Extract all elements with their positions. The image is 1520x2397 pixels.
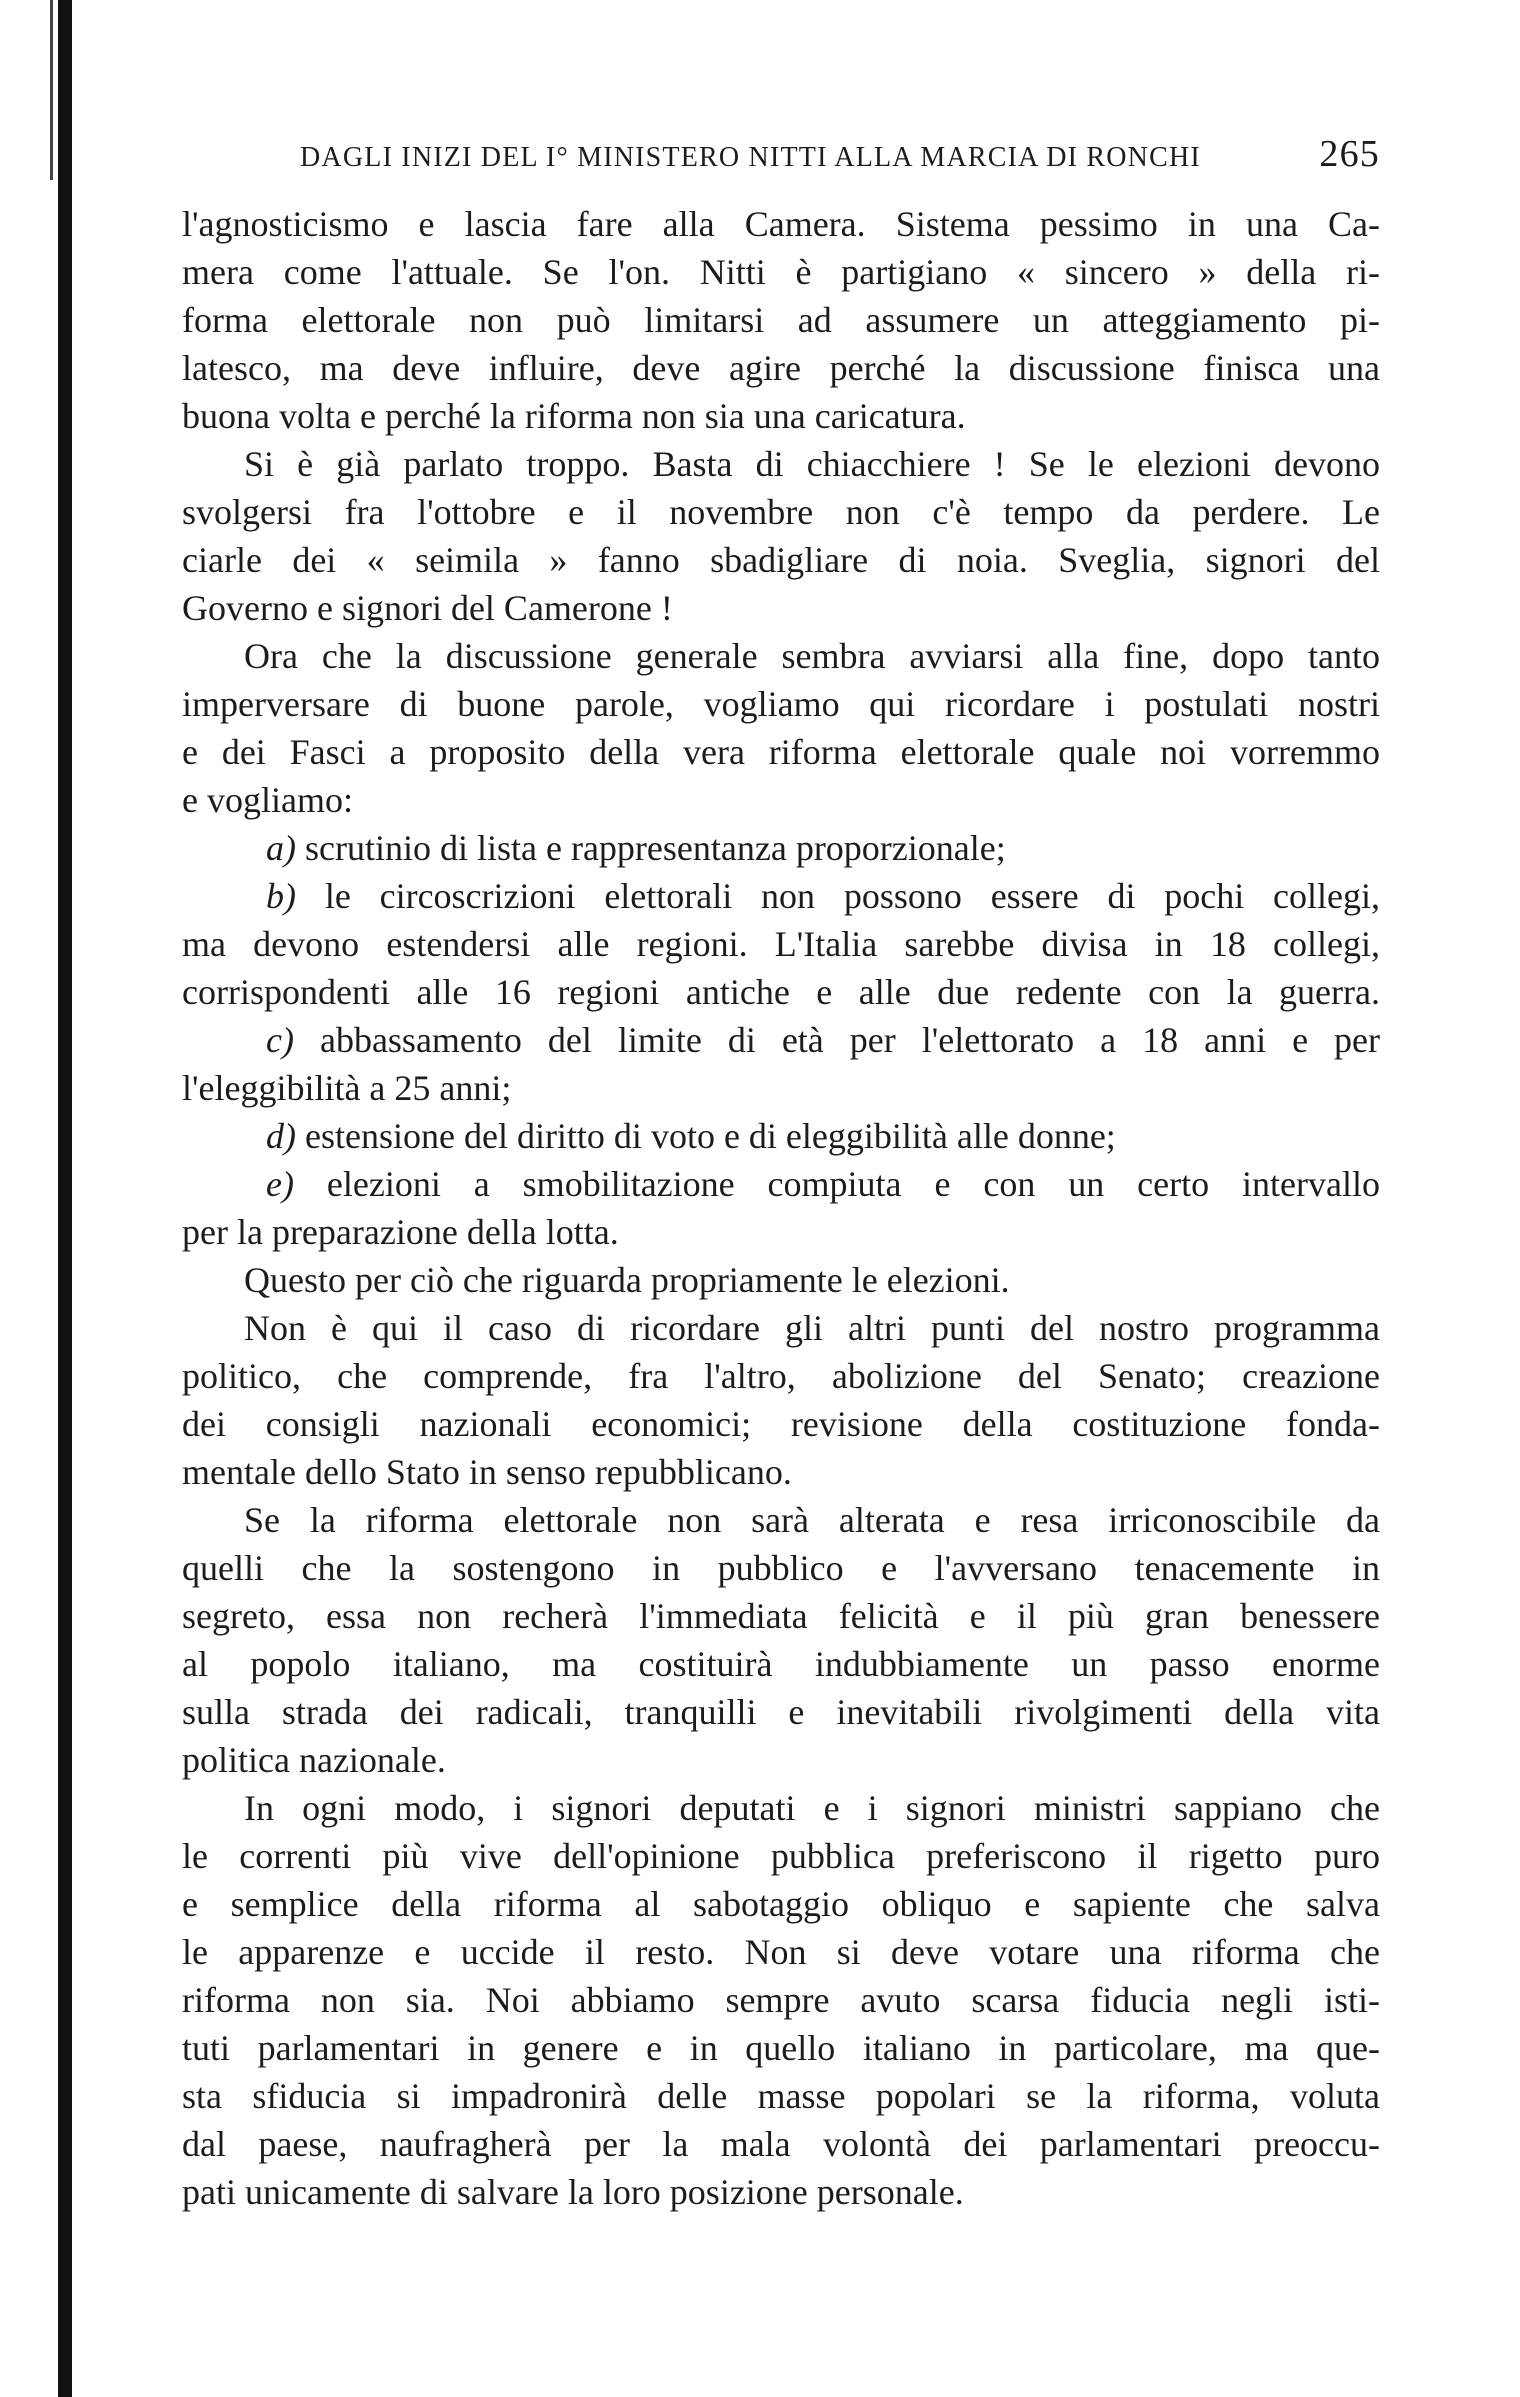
list-letter: a): [266, 828, 296, 868]
text-line: Governo e signori del Camerone !: [182, 588, 673, 628]
text-line: e vogliamo:: [182, 780, 353, 820]
text-line: segreto, essa non recherà l'immediata felicità e il più gran benessere: [182, 1596, 1380, 1636]
text-line: quelli che la sostengono in pubblico e l'avversano tenacemente in: [182, 1548, 1380, 1588]
text-line: l'eleggibilità a 25 anni;: [182, 1068, 512, 1108]
list-letter: e): [266, 1164, 294, 1204]
running-title: DAGLI INIZI DEL I° MINISTERO NITTI ALLA MARCIA DI RONCHI: [300, 142, 1201, 173]
text-line: ma devono estendersi alle regioni. L'Italia sarebbe divisa in 18 collegi,: [182, 924, 1380, 964]
text-line: imperversare di buone parole, vogliamo qui ricordare i postulati nostri: [182, 684, 1380, 724]
text-line: le correnti più vive dell'opinione pubblica preferiscono il rigetto puro: [182, 1836, 1380, 1876]
text-line: sulla strada dei radicali, tranquilli e inevitabili rivolgimenti della vita: [182, 1692, 1380, 1732]
text-line: al popolo italiano, ma costituirà indubbiamente un passo enorme: [182, 1644, 1380, 1684]
text-line: Questo per ciò che riguarda propriamente le elezioni.: [244, 1260, 1010, 1300]
text-line: e semplice della riforma al sabotaggio obliquo e sapiente che salva: [182, 1884, 1380, 1924]
page-number: 265: [1319, 133, 1380, 175]
list-item-e: [182, 1160, 1380, 1208]
list-text: le circoscrizioni elettorali non possono essere di pochi collegi,: [324, 876, 1380, 916]
text-line: latesco, ma deve influire, deve agire perché la discussione finisca una: [182, 348, 1380, 388]
text-line: dal paese, naufragherà per la mala volontà dei parlamentari preoccu-: [182, 2124, 1380, 2164]
text-line: politica nazionale.: [182, 1740, 446, 1780]
list-item-b: [182, 872, 1380, 920]
list-text: estensione del diritto di voto e di eleggibilità alle donne;: [305, 1116, 1116, 1156]
text-line: Se la riforma elettorale non sarà alterata e resa irriconoscibile da: [244, 1500, 1380, 1540]
text-line: In ogni modo, i signori deputati e i signori ministri sappiano che: [244, 1788, 1380, 1828]
list-item-a: [182, 824, 1380, 872]
body-text: [182, 200, 1380, 2216]
list-text: abbassamento del limite di età per l'elettorato a 18 anni e per: [319, 1020, 1380, 1060]
text-line: Ora che la discussione generale sembra avviarsi alla fine, dopo tanto: [244, 636, 1380, 676]
list-letter: d): [266, 1116, 296, 1156]
text-line: corrispondenti alle 16 regioni antiche e alle due redente con la guerra.: [182, 972, 1380, 1012]
text-line: dei consigli nazionali economici; revisione della costituzione fonda-: [182, 1404, 1380, 1444]
text-line: tuti parlamentari in genere e in quello italiano in particolare, ma que-: [182, 2028, 1380, 2068]
text-line: riforma non sia. Noi abbiamo sempre avuto scarsa fiducia negli isti-: [182, 1980, 1380, 2020]
text-line: pati unicamente di salvare la loro posizione personale.: [182, 2172, 964, 2212]
list-letter: c): [266, 1020, 294, 1060]
text-line: l'agnosticismo e lascia fare alla Camera. Sistema pessimo in una Ca-: [182, 204, 1380, 244]
text-line: ciarle dei « seimila » fanno sbadigliare di noia. Sveglia, signori del: [182, 540, 1380, 580]
binding-shadow: [50, 0, 53, 180]
list-text: scrutinio di lista e rappresentanza proporzionale;: [305, 828, 1006, 868]
text-line: politico, che comprende, fra l'altro, abolizione del Senato; creazione: [182, 1356, 1380, 1396]
text-line: mentale dello Stato in senso repubblicano.: [182, 1452, 792, 1492]
text-line: Non è qui il caso di ricordare gli altri punti del nostro programma: [244, 1308, 1380, 1348]
text-line: le apparenze e uccide il resto. Non si deve votare una riforma che: [182, 1932, 1380, 1972]
text-line: per la preparazione della lotta.: [182, 1212, 619, 1252]
book-binding-edge: [58, 0, 72, 2397]
text-line: sta sfiducia si impadronirà delle masse popolari se la riforma, voluta: [182, 2076, 1380, 2116]
text-line: Si è già parlato troppo. Basta di chiacchiere ! Se le elezioni devono: [244, 444, 1380, 484]
text-line: e dei Fasci a proposito della vera riforma elettorale quale noi vorremmo: [182, 732, 1380, 772]
text-line: svolgersi fra l'ottobre e il novembre non c'è tempo da perdere. Le: [182, 492, 1380, 532]
text-line: buona volta e perché la riforma non sia una caricatura.: [182, 396, 966, 436]
list-letter: b): [266, 876, 296, 916]
text-line: forma elettorale non può limitarsi ad assumere un atteggiamento pi-: [182, 300, 1380, 340]
running-header: [240, 130, 1380, 190]
list-item-c: [182, 1016, 1380, 1064]
list-text: elezioni a smobilitazione compiuta e con un certo intervallo: [326, 1164, 1380, 1204]
text-line: mera come l'attuale. Se l'on. Nitti è partigiano « sincero » della ri-: [182, 252, 1380, 292]
list-item-d: [182, 1112, 1380, 1160]
